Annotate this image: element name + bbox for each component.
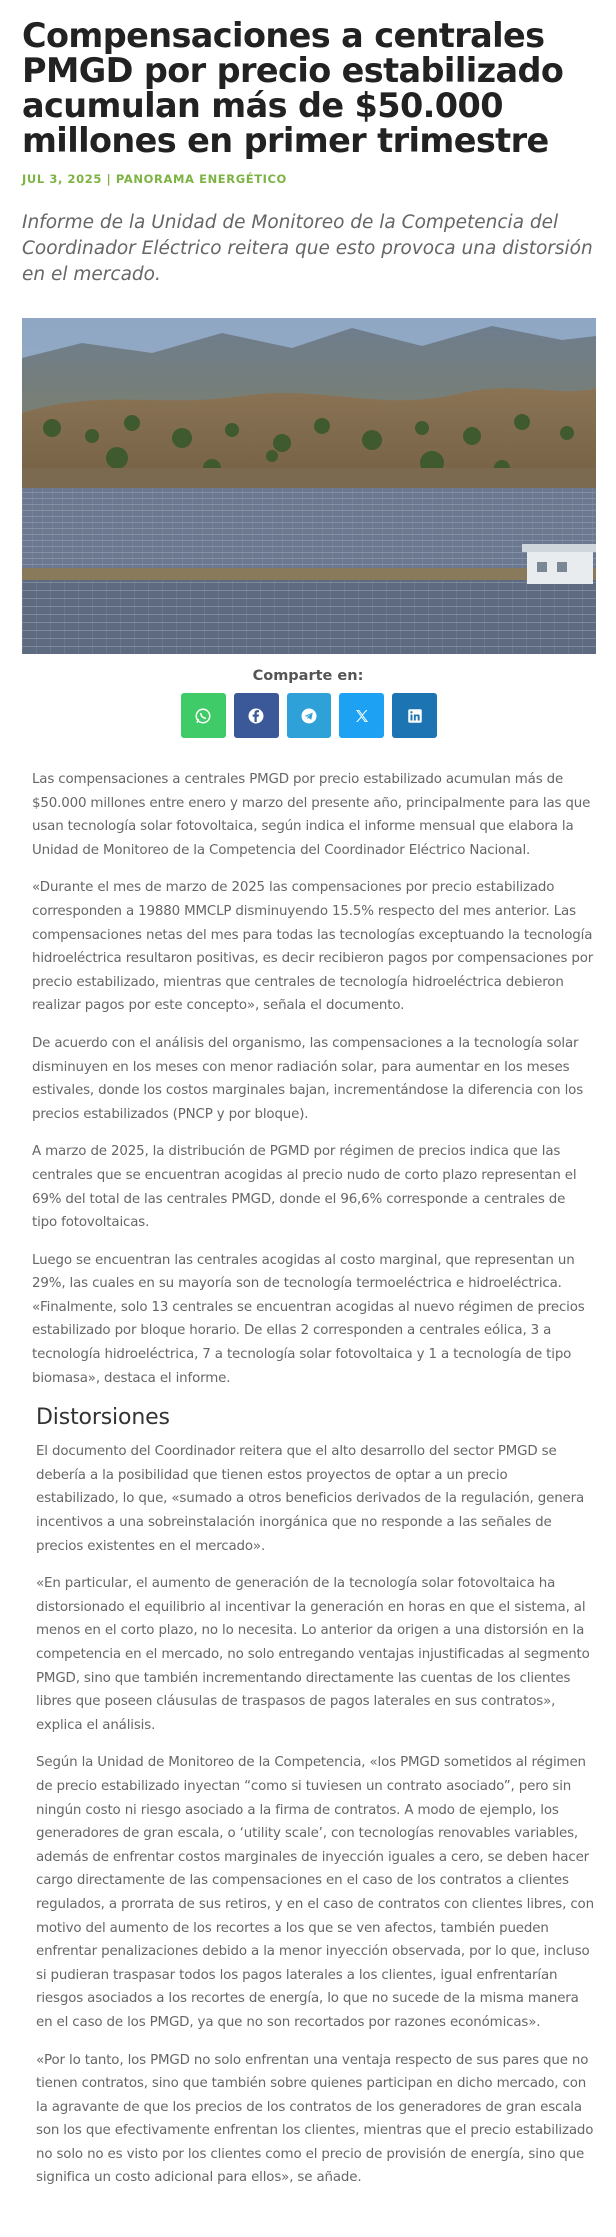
paragraph: Según la Unidad de Monitoreo de la Competencia, «los PMGD sometidos al régimen de precio estabilizado inyectan “como si tuviesen un contrato asociado”, pero sin ningún costo ni riesgo asociado a la firma de contratos. A modo de ejemplo, los generadores de gran escala, o ‘utility scale’, con tecnologías renovables variables, además de enfrentar costos marginales de inyección iguales a cero, se deben hacer cargo directamente de las compensaciones en el caso de los contratos a clientes regulados, a prorrata de sus retiros, y en el caso de contratos con clientes libres, con motivo del aumento de los recortes a los que se ven afectos, también pueden enfrentar penalizaciones debido a la menor inyección observada, por lo que, incluso si pudieran traspasar todos los pagos laterales a los clientes, igual enfrentarían riesgos asociados a los recortes de energía, lo que no sucede de la misma manera en el caso de los PMGD, ya que no son recortados por razones económicas». (36, 1755, 594, 2030)
section-heading: Distorsiones (36, 1405, 170, 1431)
paragraph: Las compensaciones a centrales PMGD por precio estabilizado acumulan más de $50.000 millones entre enero y marzo del presente año, principalmente para las que usan tecnología solar fotovoltaica, según indica el informe mensual que elabora la Unidad de Monitoreo de la Competencia del Coordinador Eléctrico Nacional. (32, 772, 591, 858)
facebook-share-button[interactable] (234, 693, 279, 738)
building (522, 544, 596, 584)
article-meta[interactable]: JUL 3, 2025 | PANORAMA ENERGÉTICO (22, 172, 287, 186)
paragraph: A marzo de 2025, la distribución de PGMD por régimen de precios indica que las centrales que se encuentran acogidas al precio nudo de corto plazo representan el 69% del total de las centrales PMGD, donde el 96,6% corresponde a centrales de tipo fotovoltaicas. (32, 1144, 577, 1231)
share-label: Comparte en: (252, 668, 364, 684)
solar-farm-photo (22, 318, 596, 654)
facebook-icon (247, 707, 265, 725)
article-body (32, 768, 594, 2204)
whatsapp-share-button[interactable] (181, 693, 226, 738)
whatsapp-icon (194, 707, 212, 725)
paragraph: El documento del Coordinador reitera que el alto desarrollo del sector PMGD se debería a la posibilidad que tienen estos proyectos de optar a un precio estabilizado, lo que, «sumado a otros beneficios derivados de la regulación, genera incentivos a una sobreinstalación inorgánica que no responde a las señales de precios existentes en el mercado». (36, 1444, 585, 1554)
paragraph: «En particular, el aumento de generación de la tecnología solar fotovoltaica ha distorsionado el equilibrio al incentivar la generación en horas en que el sistema, al menos en el corto plazo, no lo necesita. Lo anterior da origen a una distorsión en la competencia en el mercado, no solo entregando ventajas injustificadas al segmento PMGD, sino que también incrementando directamente las cuentas de los clientes libres que poseen cláusulas de traspasos de pagos laterales en sus contratos», explica el análisis. (36, 1576, 590, 1733)
paragraph: Luego se encuentran las centrales acogidas al costo marginal, que representan un 29%, las cuales en su mayoría son de tecnología termoeléctrica e hidroeléctrica. «Finalmente, solo 13 centrales se encuentran acogidas al nuevo régimen de precios estabilizado por bloque horario. De ellas 2 corresponden a centrales eólica, 3 a tecnología hidroeléctrica, 7 a tecnología solar fotovoltaica y 1 a tecnología de tipo biomasa», destaca el informe. (32, 1252, 585, 1386)
article-title: Compensaciones a centrales PMGD por precio estabilizado acumulan más de $50.000 millones en primer trimestre (22, 16, 564, 160)
linkedin-share-button[interactable] (392, 693, 437, 738)
share-buttons (181, 693, 437, 739)
x-share-button[interactable] (339, 693, 384, 738)
telegram-share-button[interactable] (287, 693, 332, 738)
telegram-icon (300, 707, 318, 725)
article-subtitle: Informe de la Unidad de Monitoreo de la Competencia del Coordinador Eléctrico reitera que esto provoca una distorsión en el mercado. (22, 212, 593, 285)
paragraph: «Por lo tanto, los PMGD no solo enfrentan una ventaja respecto de sus pares que no tienen contratos, sino que también sobre quienes participan en dicho mercado, con la agravante de que los precios de los contratos de los generadores de gran escala son los que efectivamente enfrentan los clientes, mientras que el precio estabilizado no solo no es visto por los clientes como el precio de provisión de energía, sino que significa un costo adicional para ellos», se añade. (36, 2052, 594, 2186)
linkedin-icon (406, 707, 424, 725)
paragraph: «Durante el mes de marzo de 2025 las compensaciones por precio estabilizado corresponden a 19880 MMCLP disminuyendo 15.5% respecto del mes anterior. Las compensaciones netas del mes para todas las tecnologías exceptuando la tecnología hidroeléctrica resultaron positivas, es decir recibieron pagos por compensaciones por precio estabilizado, mientras que centrales de tecnología hidroeléctrica debieron realizar pagos por este concepto», señala el documento. (32, 880, 594, 1014)
paragraph: De acuerdo con el análisis del organismo, las compensaciones a la tecnología solar disminuyen en los meses con menor radiación solar, para aumentar en los meses estivales, donde los costos marginales bajan, incrementándose la diferencia con los precios estabilizados (PNCP y por bloque). (32, 1035, 584, 1122)
x-icon (353, 707, 371, 725)
section-distorsiones (32, 1440, 594, 2190)
